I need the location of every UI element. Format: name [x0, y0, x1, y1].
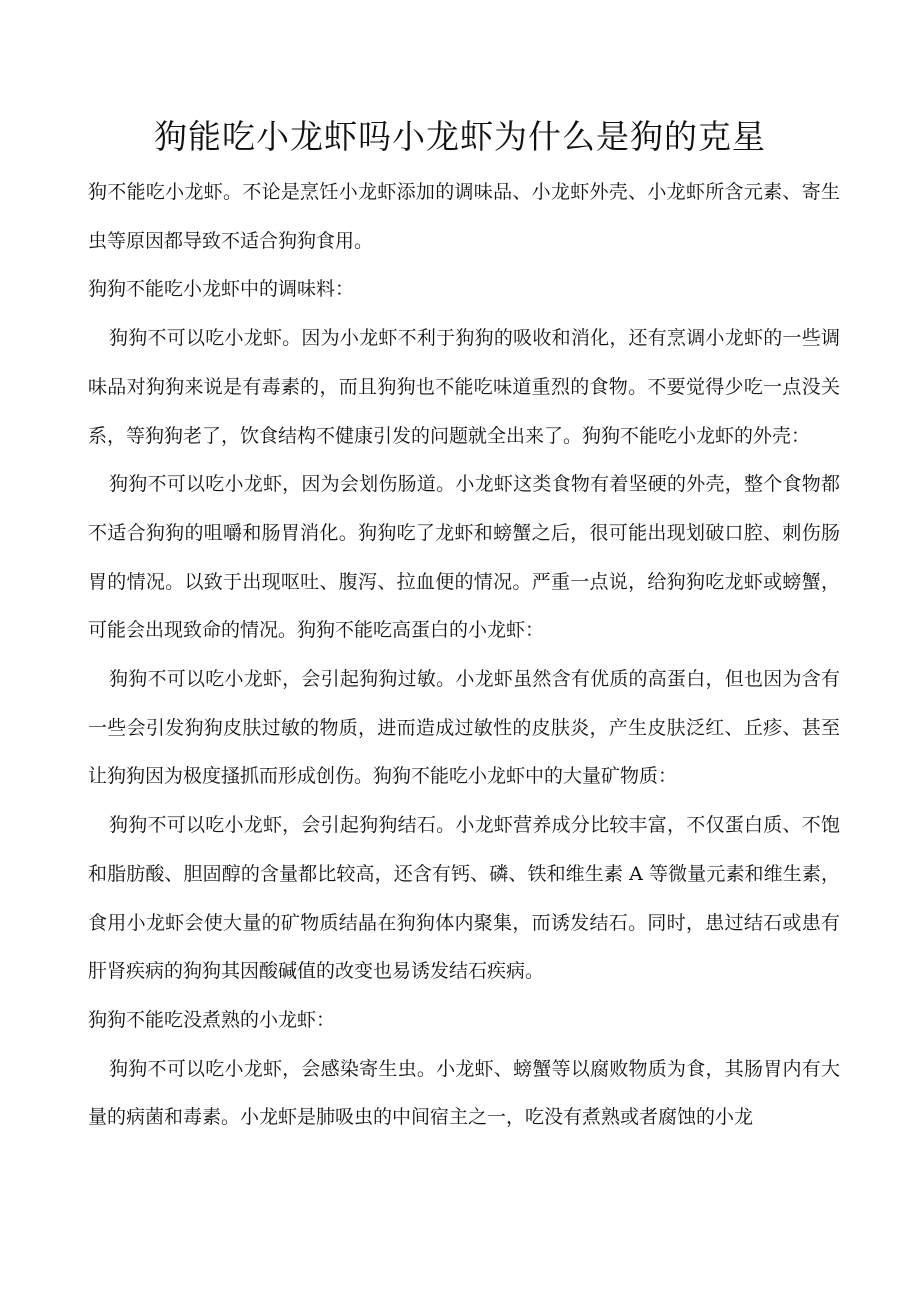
paragraph-allergy: 狗狗不可以吃小龙虾，会引起狗狗过敏。小龙虾虽然含有优质的高蛋白，但也因为含有一些会引发狗狗皮肤过敏的物质，进而造成过敏性的皮肤炎，产生皮肤泛红、丘疹、甚至让狗狗因为极度搔抓而形成创伤。狗狗不能吃小龙虾中的大量矿物质：	[88, 668, 840, 788]
document-body	[88, 168, 840, 1142]
document-title: 狗能吃小龙虾吗小龙虾为什么是狗的克星	[154, 117, 766, 156]
section-heading-seasoning: 狗狗不能吃小龙虾中的调味料：	[88, 278, 355, 301]
paragraph-seasoning: 狗狗不可以吃小龙虾。因为小龙虾不利于狗狗的吸收和消化，还有烹调小龙虾的一些调味品对狗狗来说是有毒素的，而且狗狗也不能吃味道重烈的食物。不要觉得少吃一点没关系，等狗狗老了，饮食结构不健康引发的问题就全出来了。狗狗不能吃小龙虾的外壳：	[88, 327, 840, 447]
section-heading-uncooked: 狗狗不能吃没煮熟的小龙虾：	[88, 1008, 336, 1031]
paragraph-parasites: 狗狗不可以吃小龙虾，会感染寄生虫。小龙虾、螃蟹等以腐败物质为食，其肠胃内有大量的病菌和毒素。小龙虾是肺吸虫的中间宿主之一，吃没有煮熟或者腐蚀的小龙	[88, 1057, 840, 1129]
paragraph-shell: 狗狗不可以吃小龙虾，因为会划伤肠道。小龙虾这类食物有着坚硬的外壳，整个食物都不适合狗狗的咀嚼和肠胃消化。狗狗吃了龙虾和螃蟹之后，很可能出现划破口腔、刺伤肠胃的情况。以致于出现呕吐、腹泻、拉血便的情况。严重一点说，给狗狗吃龙虾或螃蟹，可能会出现致命的情况。狗狗不能吃高蛋白的小龙虾：	[88, 473, 840, 642]
paragraph-minerals: 狗狗不可以吃小龙虾，会引起狗狗结石。小龙虾营养成分比较丰富，不仅蛋白质、不饱和脂肪酸、胆固醇的含量都比较高，还含有钙、磷、铁和维生素 A 等微量元素和维生素，食用小龙虾会使大量的矿物质结晶在狗狗体内聚集，而诱发结石。同时，患过结石或患有肝肾疾病的狗狗其因酸碱值的改变也易诱发结石疾病。	[88, 814, 840, 983]
paragraph-intro: 狗不能吃小龙虾。不论是烹饪小龙虾添加的调味品、小龙虾外壳、小龙虾所含元素、寄生虫等原因都导致不适合狗狗食用。	[88, 181, 840, 252]
